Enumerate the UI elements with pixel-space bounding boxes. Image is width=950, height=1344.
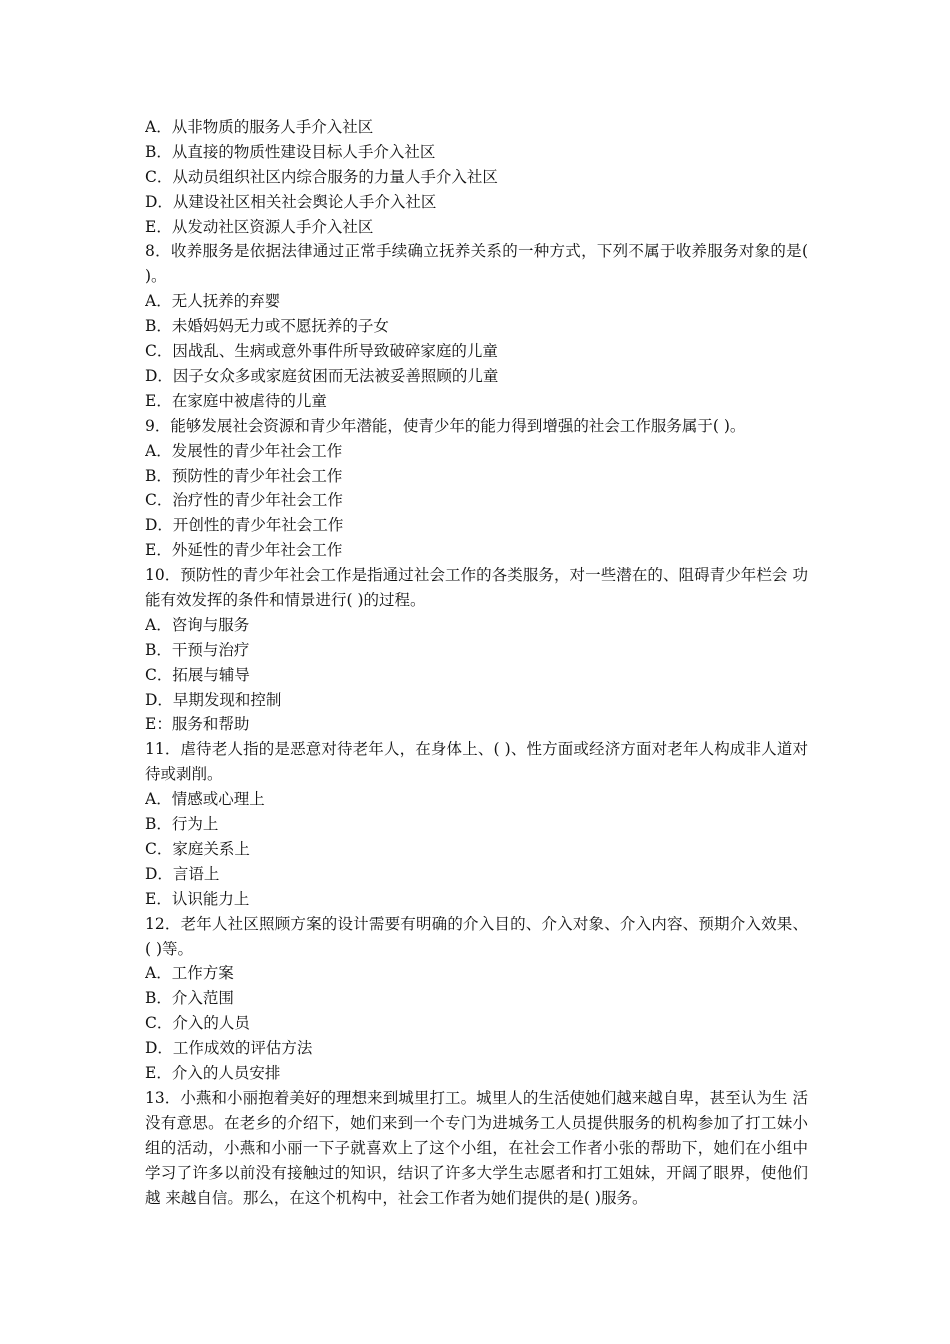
answer-option: C．治疗性的青少年社会工作 [145, 491, 343, 510]
answer-option: D．开创性的青少年社会工作 [145, 516, 344, 535]
answer-option: B．干预与治疗 [145, 640, 250, 659]
answer-option: D．因子女众多或家庭贫困而无法被妥善照顾的儿童 [145, 366, 499, 385]
answer-option: C．因战乱、生病或意外事件所导致破碎家庭的儿童 [145, 342, 498, 361]
answer-option: A．发展性的青少年社会工作 [145, 441, 343, 460]
answer-option: A．咨询与服务 [145, 615, 250, 634]
answer-option: A．情感或心理上 [145, 790, 265, 809]
document-page [145, 115, 808, 1210]
question-text: 9．能够发展社会资源和青少年潜能，使青少年的能力得到增强的社会工作服务属于( )。 [145, 416, 746, 435]
answer-option: C．家庭关系上 [145, 839, 250, 858]
answer-option: A．从非物质的服务人手介入社区 [145, 118, 374, 136]
answer-option: E．从发动社区资源人手介入社区 [145, 217, 374, 236]
answer-option: C．介入的人员 [145, 1014, 250, 1033]
answer-option: C．从动员组织社区内综合服务的力量人手介入社区 [145, 167, 498, 186]
answer-option: B．预防性的青少年社会工作 [145, 466, 343, 485]
answer-option: A．工作方案 [145, 964, 234, 983]
answer-option: D．从建设社区相关社会舆论人手介入社区 [145, 192, 437, 211]
question-text: 10．预防性的青少年社会工作是指通过社会工作的各类服务，对一些潜在的、阻碍青少年栏会 功能有效发挥的条件和情景进行( )的过程。 [145, 566, 808, 609]
answer-option: A．无人抚养的弃婴 [145, 292, 281, 311]
question-text: 8．收养服务是依据法律通过正常手续确立抚养关系的一种方式，下列不属于收养服务对象的是( )。 [145, 242, 808, 286]
answer-option: D．言语上 [145, 864, 220, 883]
question-text: 12．老年人社区照顾方案的设计需要有明确的介入目的、介入对象、介入内容、预期介入效果、 ( )等。 [145, 914, 808, 958]
answer-option: D．早期发现和控制 [145, 690, 282, 709]
answer-option: C．拓展与辅导 [145, 665, 250, 684]
answer-option: D．工作成效的评估方法 [145, 1039, 313, 1058]
answer-option: E．在家庭中被虐待的儿童 [145, 391, 327, 410]
answer-option: E．介入的人员安排 [145, 1063, 281, 1082]
answer-option: B．介入范围 [145, 989, 234, 1008]
answer-option: B．未婚妈妈无力或不愿抚养的子女 [145, 317, 389, 336]
question-text: 11．虐待老人指的是恶意对待老年人，在身体上、( )、性方面或经济方面对老年人构成非人道对待或剥削。 [145, 740, 808, 784]
answer-option: B．从直接的物质性建设目标人手介入社区 [145, 142, 436, 161]
question-text: 13．小燕和小丽抱着美好的理想来到城里打工。城里人的生活使她们越来越自卑，甚至认为生 活没有意思。在老乡的介绍下，她们来到一个专门为进城务工人员提供服务的机构参加了打工妹小组的活动，小燕和小丽一下子就喜欢上了这个小组，在社会工作者小张的帮助下，她们在小组中学习了许多以前没有接触过的知识，结识了许多大学生志愿者和打工姐妹，开阔了眼界，使他们越 来越自信。那么，在这个机构中，社会工作者为她们提供的是( )服务。 [145, 1088, 808, 1207]
answer-option: B．行为上 [145, 815, 219, 834]
answer-option: E．认识能力上 [145, 889, 250, 908]
answer-option: E．外延性的青少年社会工作 [145, 541, 343, 560]
answer-option: E：服务和帮助 [145, 715, 250, 734]
